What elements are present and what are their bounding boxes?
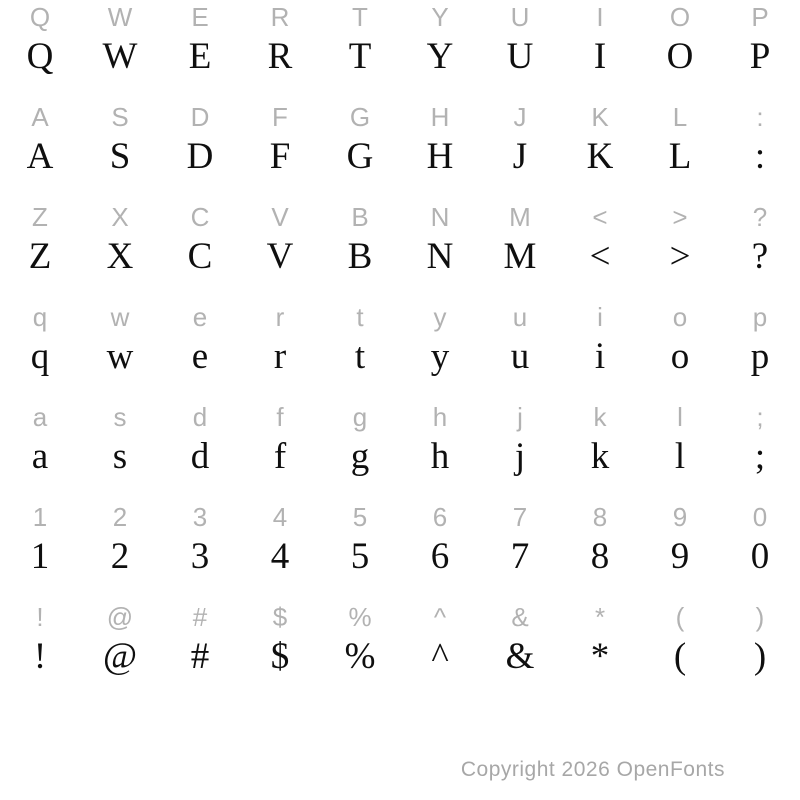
reference-glyph: 9 [672,502,688,532]
reference-row [0,200,800,234]
specimen-row [0,434,800,480]
reference-glyph: U [510,2,530,32]
specimen-glyph: w [106,336,134,377]
specimen-glyph: f [273,436,287,477]
reference-glyph: 0 [752,502,768,532]
specimen-glyph: M [503,236,537,277]
specimen-glyph: u [510,336,530,377]
reference-glyph: % [348,602,372,632]
reference-glyph: ( [675,602,685,632]
specimen-glyph: 0 [750,536,770,577]
reference-glyph: ! [36,602,44,632]
specimen-glyph: % [344,636,376,677]
specimen-glyph: y [430,336,450,377]
specimen-glyph: J [512,136,528,177]
reference-glyph: g [352,402,368,432]
reference-glyph: 7 [512,502,528,532]
reference-glyph: L [672,102,688,132]
specimen-glyph: 8 [590,536,610,577]
specimen-glyph: Y [426,36,454,77]
reference-glyph: W [107,2,133,32]
reference-glyph: 8 [592,502,608,532]
specimen-glyph: l [674,436,686,477]
reference-glyph: @ [106,602,134,632]
reference-glyph: ^ [433,602,447,632]
reference-row [0,300,800,334]
reference-glyph: N [430,202,450,232]
specimen-glyph: K [586,136,614,177]
specimen-glyph: * [590,636,610,677]
specimen-glyph: # [190,636,210,677]
specimen-glyph: Z [28,236,52,277]
reference-glyph: F [272,102,288,132]
specimen-glyph: P [749,36,771,77]
reference-glyph: C [190,202,210,232]
reference-glyph: 1 [32,502,48,532]
specimen-row [0,534,800,580]
reference-glyph: 2 [112,502,128,532]
reference-glyph: u [512,302,528,332]
reference-glyph: R [270,2,290,32]
specimen-glyph: d [190,436,210,477]
reference-row [0,500,800,534]
specimen-glyph: > [669,236,691,277]
specimen-glyph: N [426,236,454,277]
reference-glyph: e [192,302,208,332]
specimen-glyph: & [505,636,535,677]
reference-row [0,600,800,634]
reference-glyph: w [110,302,130,332]
keyboard-row-pair [0,600,800,700]
reference-glyph: T [352,2,368,32]
specimen-glyph: h [430,436,450,477]
specimen-row [0,634,800,680]
specimen-glyph: @ [102,636,138,677]
specimen-glyph: G [346,136,374,177]
reference-row [0,400,800,434]
reference-glyph: * [594,602,606,632]
specimen-glyph: ( [673,636,687,677]
reference-glyph: k [593,402,607,432]
reference-glyph: & [511,602,529,632]
copyright-text: Copyright 2026 OpenFonts [460,758,725,781]
specimen-glyph: U [506,36,534,77]
reference-glyph: A [31,102,49,132]
reference-glyph: $ [272,602,288,632]
reference-glyph: ) [755,602,765,632]
specimen-glyph: i [594,336,606,377]
specimen-glyph: 2 [110,536,130,577]
specimen-glyph: W [102,36,138,77]
specimen-glyph: 6 [430,536,450,577]
specimen-glyph: g [350,436,370,477]
reference-glyph: G [349,102,371,132]
reference-glyph: I [596,2,604,32]
reference-glyph: O [669,2,691,32]
keyboard-row-pair [0,100,800,200]
specimen-glyph: D [186,136,214,177]
specimen-glyph: H [426,136,454,177]
reference-glyph: H [430,102,450,132]
reference-glyph: j [517,402,523,432]
reference-glyph: M [509,202,531,232]
reference-glyph: s [113,402,127,432]
specimen-row [0,334,800,380]
specimen-glyph: V [266,236,294,277]
specimen-glyph: A [26,136,54,177]
keyboard-row-pair [0,400,800,500]
specimen-glyph: 9 [670,536,690,577]
specimen-glyph: B [347,236,373,277]
reference-glyph: K [591,102,609,132]
specimen-glyph: s [112,436,128,477]
specimen-glyph: E [188,36,212,77]
specimen-glyph: $ [270,636,290,677]
specimen-glyph: 1 [30,536,50,577]
reference-glyph: t [356,302,364,332]
reference-glyph: l [677,402,683,432]
reference-glyph: q [32,302,48,332]
reference-glyph: Y [431,2,449,32]
reference-glyph: d [192,402,208,432]
specimen-glyph: S [109,136,131,177]
reference-glyph: 3 [192,502,208,532]
specimen-glyph: L [668,136,692,177]
reference-glyph: y [433,302,447,332]
specimen-glyph: T [348,36,372,77]
specimen-glyph: O [666,36,694,77]
reference-glyph: 4 [272,502,288,532]
reference-glyph: V [271,202,289,232]
specimen-glyph: e [191,336,209,377]
reference-glyph: E [191,2,209,32]
reference-glyph: p [752,302,768,332]
reference-glyph: r [275,302,285,332]
specimen-row [0,134,800,180]
specimen-glyph: ; [754,436,766,477]
specimen-glyph: ) [753,636,767,677]
reference-glyph: B [351,202,369,232]
specimen-glyph: 7 [510,536,530,577]
specimen-glyph: 4 [270,536,290,577]
specimen-row [0,34,800,80]
reference-glyph: > [672,202,688,232]
keyboard-row-pair [0,300,800,400]
specimen-glyph: X [106,236,134,277]
reference-glyph: D [190,102,210,132]
keyboard-row-pair [0,500,800,600]
reference-glyph: a [32,402,48,432]
specimen-glyph: ! [33,636,47,677]
reference-glyph: 5 [352,502,368,532]
specimen-glyph: F [269,136,291,177]
specimen-glyph: t [354,336,366,377]
specimen-row [0,234,800,280]
reference-row [0,100,800,134]
reference-row [0,0,800,34]
reference-glyph: h [432,402,448,432]
reference-glyph: ; [756,402,764,432]
keyboard-row-pair [0,200,800,300]
specimen-glyph: ? [751,236,769,277]
specimen-glyph: o [670,336,690,377]
reference-glyph: 6 [432,502,448,532]
reference-glyph: Z [32,202,48,232]
reference-glyph: J [513,102,527,132]
reference-glyph: P [751,2,769,32]
reference-glyph: # [192,602,208,632]
specimen-glyph: Q [26,36,54,77]
specimen-glyph: I [593,36,607,77]
specimen-glyph: p [750,336,770,377]
specimen-glyph: < [589,236,611,277]
specimen-glyph: j [514,436,526,477]
specimen-glyph: : [754,136,766,177]
reference-glyph: S [111,102,129,132]
reference-glyph: X [111,202,129,232]
reference-glyph: Q [29,2,51,32]
reference-glyph: : [756,102,764,132]
specimen-glyph: k [590,436,610,477]
reference-glyph: ? [752,202,768,232]
reference-glyph: f [276,402,284,432]
keyboard-row-pair [0,0,800,100]
reference-glyph: i [597,302,603,332]
specimen-glyph: C [187,236,213,277]
specimen-glyph: a [31,436,49,477]
specimen-glyph: 5 [350,536,370,577]
footer [461,758,725,782]
specimen-glyph: ^ [431,636,449,677]
specimen-glyph: q [30,336,50,377]
specimen-glyph: R [267,36,293,77]
reference-glyph: o [672,302,688,332]
specimen-glyph: r [273,336,287,377]
specimen-glyph: 3 [190,536,210,577]
reference-glyph: < [592,202,608,232]
